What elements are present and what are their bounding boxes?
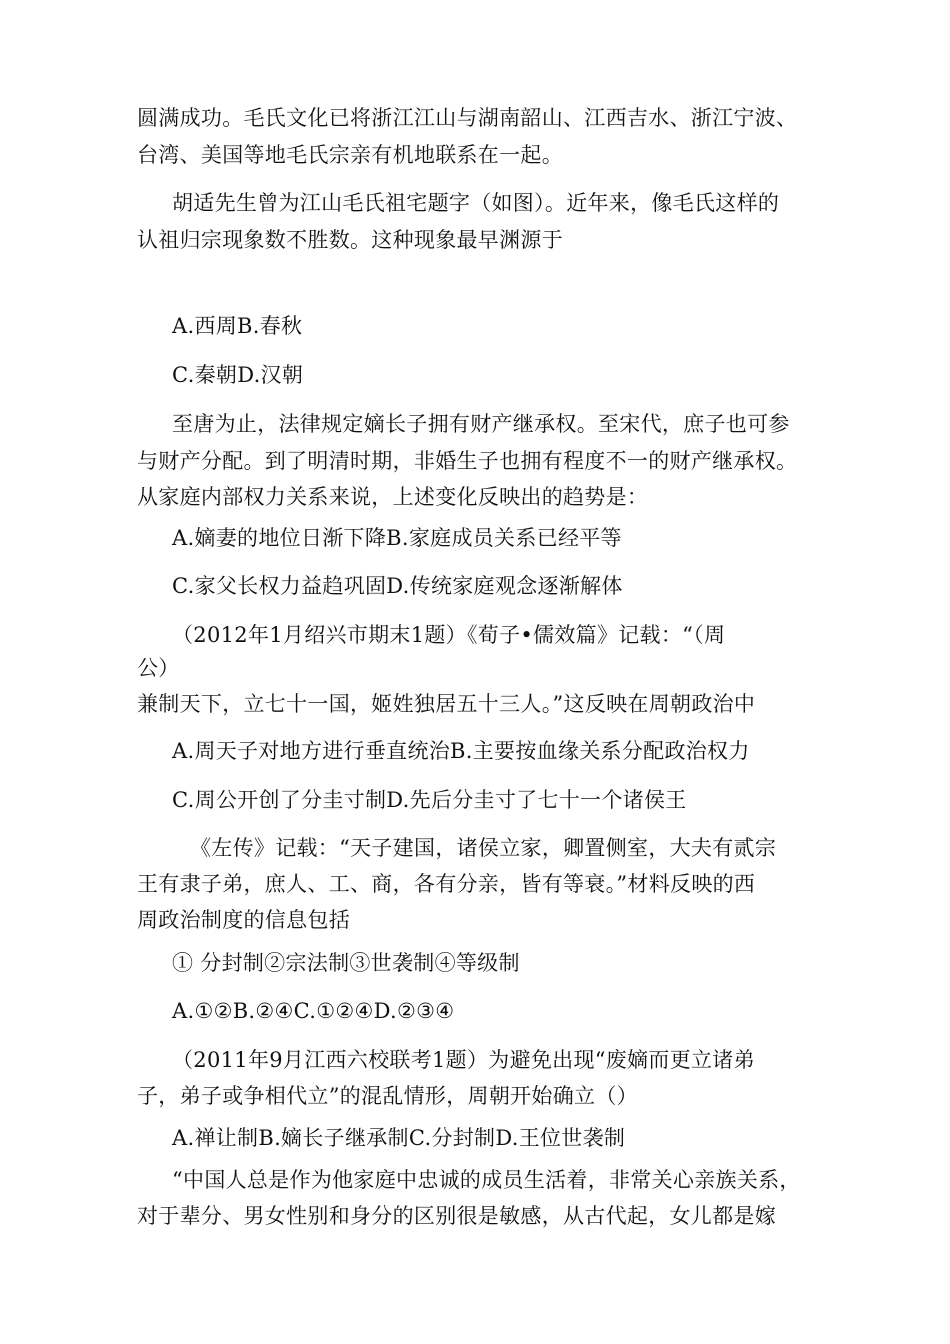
question-stem: 周政治制度的信息包括 xyxy=(137,908,350,932)
question-stem: 从家庭内部权力关系来说，上述变化反映出的趋势是： xyxy=(137,485,649,509)
answer-options: C.周公开创了分圭寸制D.先后分圭寸了七十一个诸侯王 xyxy=(172,788,687,812)
question-stem: （2011年9月江西六校联考1题）为避免出现“废嫡而更立诸弟 xyxy=(172,1048,755,1072)
answer-options: A.西周B.春秋 xyxy=(172,314,303,338)
text-line: 台湾、美国等地毛氏宗亲有机地联系在一起。 xyxy=(137,143,563,167)
answer-options: C.秦朝D.汉朝 xyxy=(172,363,304,387)
question-stem: 《左传》记载：“天子建国，诸侯立家，卿置侧室，大夫有贰宗 xyxy=(190,836,777,860)
answer-options: C.家父长权力益趋巩固D.传统家庭观念逐渐解体 xyxy=(172,574,623,598)
answer-options: A.①②B.②④C.①②④D.②③④ xyxy=(172,999,455,1023)
text-line: 圆满成功。毛氏文化已将浙江江山与湖南韶山、江西吉水、浙江宁波、 xyxy=(137,106,798,130)
question-stem: 公） xyxy=(137,656,180,680)
question-stem: 认祖归宗现象数不胜数。这种现象最早渊源于 xyxy=(137,228,563,252)
question-stem: 子，弟子或争相代立”的混乱情形，周朝开始确立（） xyxy=(137,1084,638,1108)
answer-options: A.嫡妻的地位日渐下降B.家庭成员关系已经平等 xyxy=(172,526,622,550)
question-stem: 至唐为止，法律规定嫡长子拥有财产继承权。至宋代，庶子也可参 xyxy=(172,412,790,436)
question-stem: （2012年1月绍兴市期末1题）《荀子•儒效篇》记载：“（周 xyxy=(172,623,726,647)
question-stem: 王有隶子弟，庶人、工、商，各有分亲，皆有等衰。”材料反映的西 xyxy=(137,872,756,896)
question-stem: “中国人总是作为他家庭中忠诚的成员生活着，非常关心亲族关系， xyxy=(172,1168,801,1192)
answer-options: A.禅让制B.嫡长子继承制C.分封制D.王位世袭制 xyxy=(172,1126,626,1150)
question-stem: 对于辈分、男女性别和身分的区别很是敏感，从古代起，女儿都是嫁 xyxy=(137,1204,776,1228)
statement-list: ① 分封制②宗法制③世袭制④等级制 xyxy=(172,951,520,975)
answer-options: A.周天子对地方进行垂直统治B.主要按血缘关系分配政治权力 xyxy=(172,739,750,763)
question-stem: 兼制天下，立七十一国，姬姓独居五十三人。”这反映在周朝政治中 xyxy=(137,692,756,716)
question-stem: 胡适先生曾为江山毛氏祖宅题字（如图）。近年来，像毛氏这样的 xyxy=(172,191,780,215)
question-stem: 与财产分配。到了明清时期，非婚生子也拥有程度不一的财产继承权。 xyxy=(137,449,798,473)
